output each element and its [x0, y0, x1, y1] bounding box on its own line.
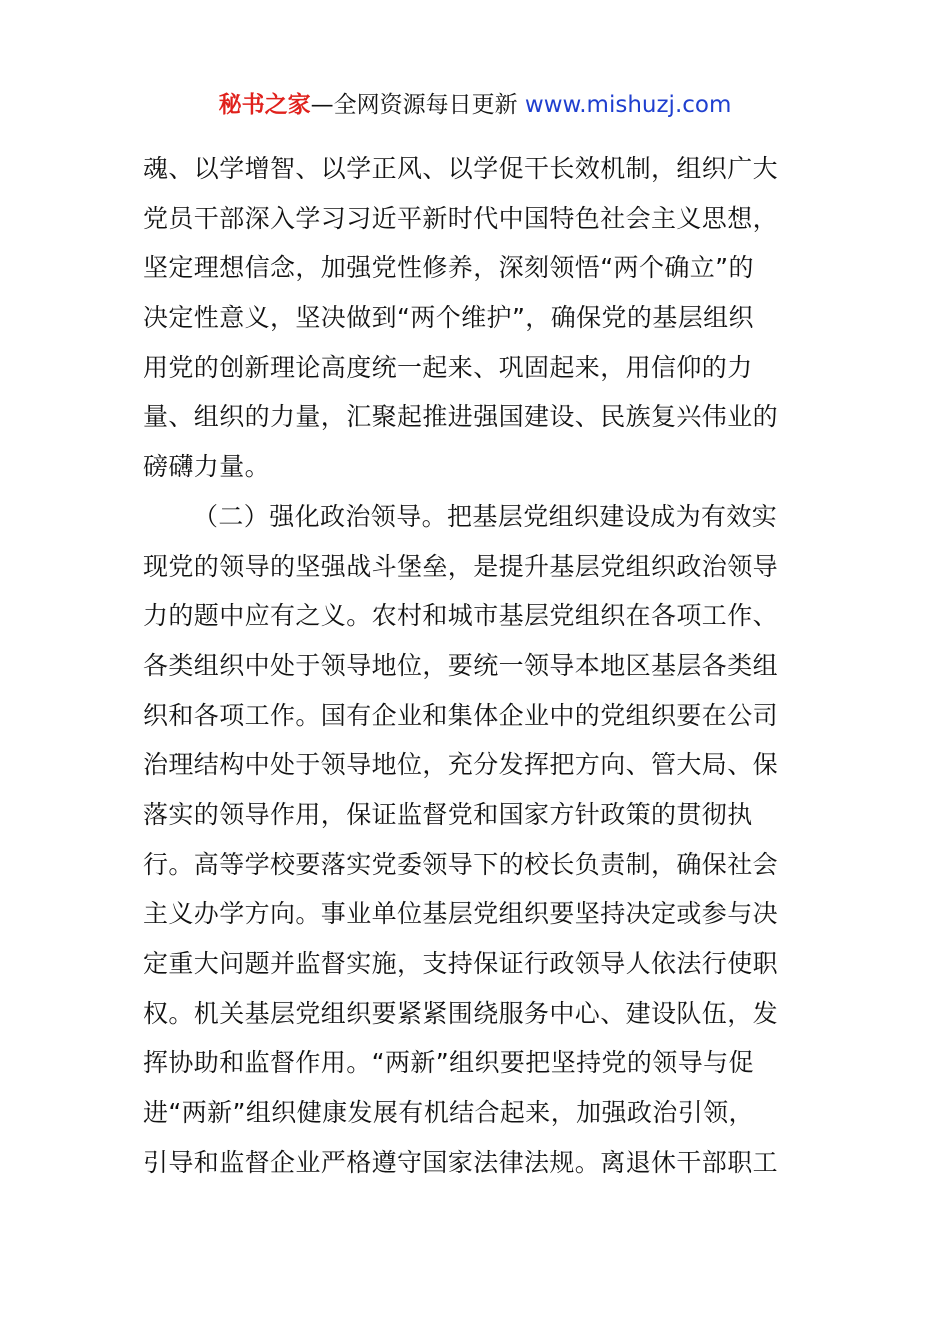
- text-line: 权。机关基层党组织要紧紧围绕服务中心、建设队伍，发: [143, 998, 779, 1028]
- text-line: 引导和监督企业严格遵守国家法律法规。离退休干部职工: [143, 1147, 779, 1177]
- text-line: 魂、以学增智、以学正风、以学促干长效机制，组织广大: [143, 154, 779, 183]
- text-line: 力的题中应有之义。农村和城市基层党组织在各项工作、: [143, 601, 779, 631]
- site-tagline: —全网资源每日更新: [310, 92, 518, 118]
- text-line: 决定性意义，坚决做到“两个维护”，确保党的基层组织: [143, 303, 754, 333]
- text-line: 现党的领导的坚强战斗堡垒，是提升基层党组织政治领导: [143, 551, 779, 581]
- text-line: 磅礴力量。: [143, 452, 271, 482]
- section-heading-line: （二）强化政治领导。把基层党组织建设成为有效实: [193, 501, 778, 531]
- text-line: 用党的创新理论高度统一起来、巩固起来，用信仰的力: [143, 352, 753, 382]
- text-line: 主义办学方向。事业单位基层党组织要坚持决定或参与决: [143, 899, 779, 929]
- text-line: 定重大问题并监督实施，支持保证行政领导人依法行使职: [143, 949, 779, 978]
- document-body: [143, 144, 809, 1187]
- text-line: 进“两新”组织健康发展有机结合起来，加强政治引领，: [143, 1098, 754, 1128]
- site-url-link[interactable]: www.mishuzj.com: [524, 92, 732, 118]
- page-header: [0, 86, 950, 124]
- text-line: 坚定理想信念，加强党性修养，深刻领悟“两个确立”的: [143, 253, 754, 283]
- text-line: 治理结构中处于领导地位，充分发挥把方向、管大局、保: [143, 750, 779, 780]
- text-line: 行。高等学校要落实党委领导下的校长负责制，确保社会: [143, 849, 779, 879]
- text-line: 各类组织中处于领导地位，要统一领导本地区基层各类组: [143, 650, 779, 680]
- text-line: 量、组织的力量，汇聚起推进强国建设、民族复兴伟业的: [143, 402, 779, 432]
- site-brand: 秘书之家: [218, 92, 311, 118]
- text-line: 织和各项工作。国有企业和集体企业中的党组织要在公司: [143, 700, 779, 730]
- text-line: 落实的领导作用，保证监督党和国家方针政策的贯彻执: [143, 799, 753, 829]
- text-line: 挥协助和监督作用。“两新”组织要把坚持党的领导与促: [143, 1048, 754, 1078]
- text-line: 党员干部深入学习习近平新时代中国特色社会主义思想，: [143, 203, 779, 233]
